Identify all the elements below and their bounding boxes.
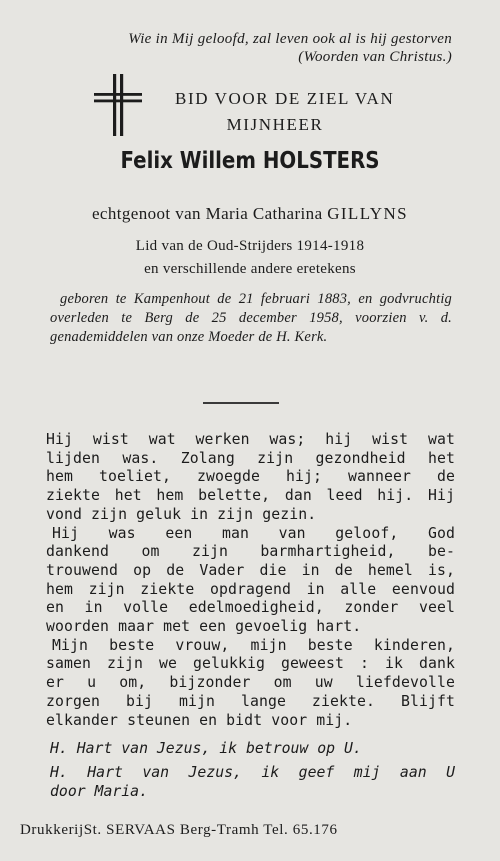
eulogy-line: dankend om zijn barmhartigheid, be- bbox=[46, 543, 455, 561]
eulogy-line: er u om, bijzonder om uw liefdevolle bbox=[46, 674, 455, 692]
spouse-prefix: echtgenoot van Maria Catharina bbox=[91, 204, 323, 223]
eulogy-line: zorgen bij mijn lange ziekte. Blijft bbox=[46, 692, 455, 710]
eulogy-line: lijden was. Zolang zijn gezondheid het bbox=[46, 449, 455, 467]
eulogy-line: hem zijn ziekte opdragend in alle eenvoud bbox=[46, 580, 455, 598]
eulogy-line: Hij wist wat werken was; hij wist wat bbox=[46, 431, 455, 448]
spouse-surname: GILLYNS bbox=[327, 204, 409, 223]
eulogy-line: woorden maar met een gevoelig hart. bbox=[46, 618, 362, 636]
deceased-name: Felix Willem HOLSTERS bbox=[120, 148, 380, 174]
eulogy-line: Hij was een man van geloof, God bbox=[52, 524, 455, 542]
eulogy-line: en in volle edelmoedigheid, zonder veel bbox=[46, 599, 455, 617]
spouse-line bbox=[0, 204, 500, 224]
prayer-line: door Maria. bbox=[50, 783, 148, 800]
eulogy-line: Mijn beste vrouw, mijn beste kinderen, bbox=[52, 636, 455, 654]
eulogy-line: hem toeliet, zwoegde hij; wanneer de bbox=[46, 468, 455, 486]
prayer-invocation-1 bbox=[50, 739, 455, 758]
honours-line: en verschillende andere eretekens bbox=[144, 261, 356, 277]
veteran-line: Lid van de Oud-Strijders 1914-1918 bbox=[135, 238, 365, 254]
heading-pray-for-soul: BID VOOR DE ZIEL VAN bbox=[175, 89, 395, 108]
prayer-line: H. Hart van Jezus, ik geef mij aan U bbox=[50, 764, 455, 781]
eulogy-line: trouwend op de Vader die in de hemel is, bbox=[46, 561, 455, 579]
epigraph bbox=[22, 30, 452, 66]
divider bbox=[203, 402, 279, 404]
eulogy-line: ziekte het hem belette, dan leed hij. Hij bbox=[46, 487, 455, 505]
eulogy-line: samen zijn we gelukkig geweest : ik dank bbox=[46, 655, 455, 673]
heading-title: MIJNHEER bbox=[226, 115, 324, 134]
prayer-line: H. Hart van Jezus, ik betrouw op U. bbox=[50, 740, 362, 757]
epigraph-quote: Wie in Mij geloofd, zal leven ook al is hij gestorven bbox=[128, 31, 452, 47]
printer-imprint: DrukkerijSt. SERVAAS Berg-Tramh Tel. 65.176 bbox=[20, 822, 338, 838]
eulogy-line: elkander steunen en bidt voor mij. bbox=[46, 711, 353, 729]
epigraph-attribution: (Woorden van Christus.) bbox=[298, 49, 452, 65]
eulogy-text bbox=[46, 431, 455, 730]
eulogy-line: vond zijn geluk in zijn gezin. bbox=[46, 505, 317, 523]
birth-death-paragraph: geboren te Kampenhout de 21 februari 1883, en godvruchtig overleden te Berg de 25 december 1958, voorzien v. d. genademiddelen van onze Moeder de H. Kerk. bbox=[50, 291, 452, 345]
prayer-invocation-2 bbox=[50, 763, 455, 801]
